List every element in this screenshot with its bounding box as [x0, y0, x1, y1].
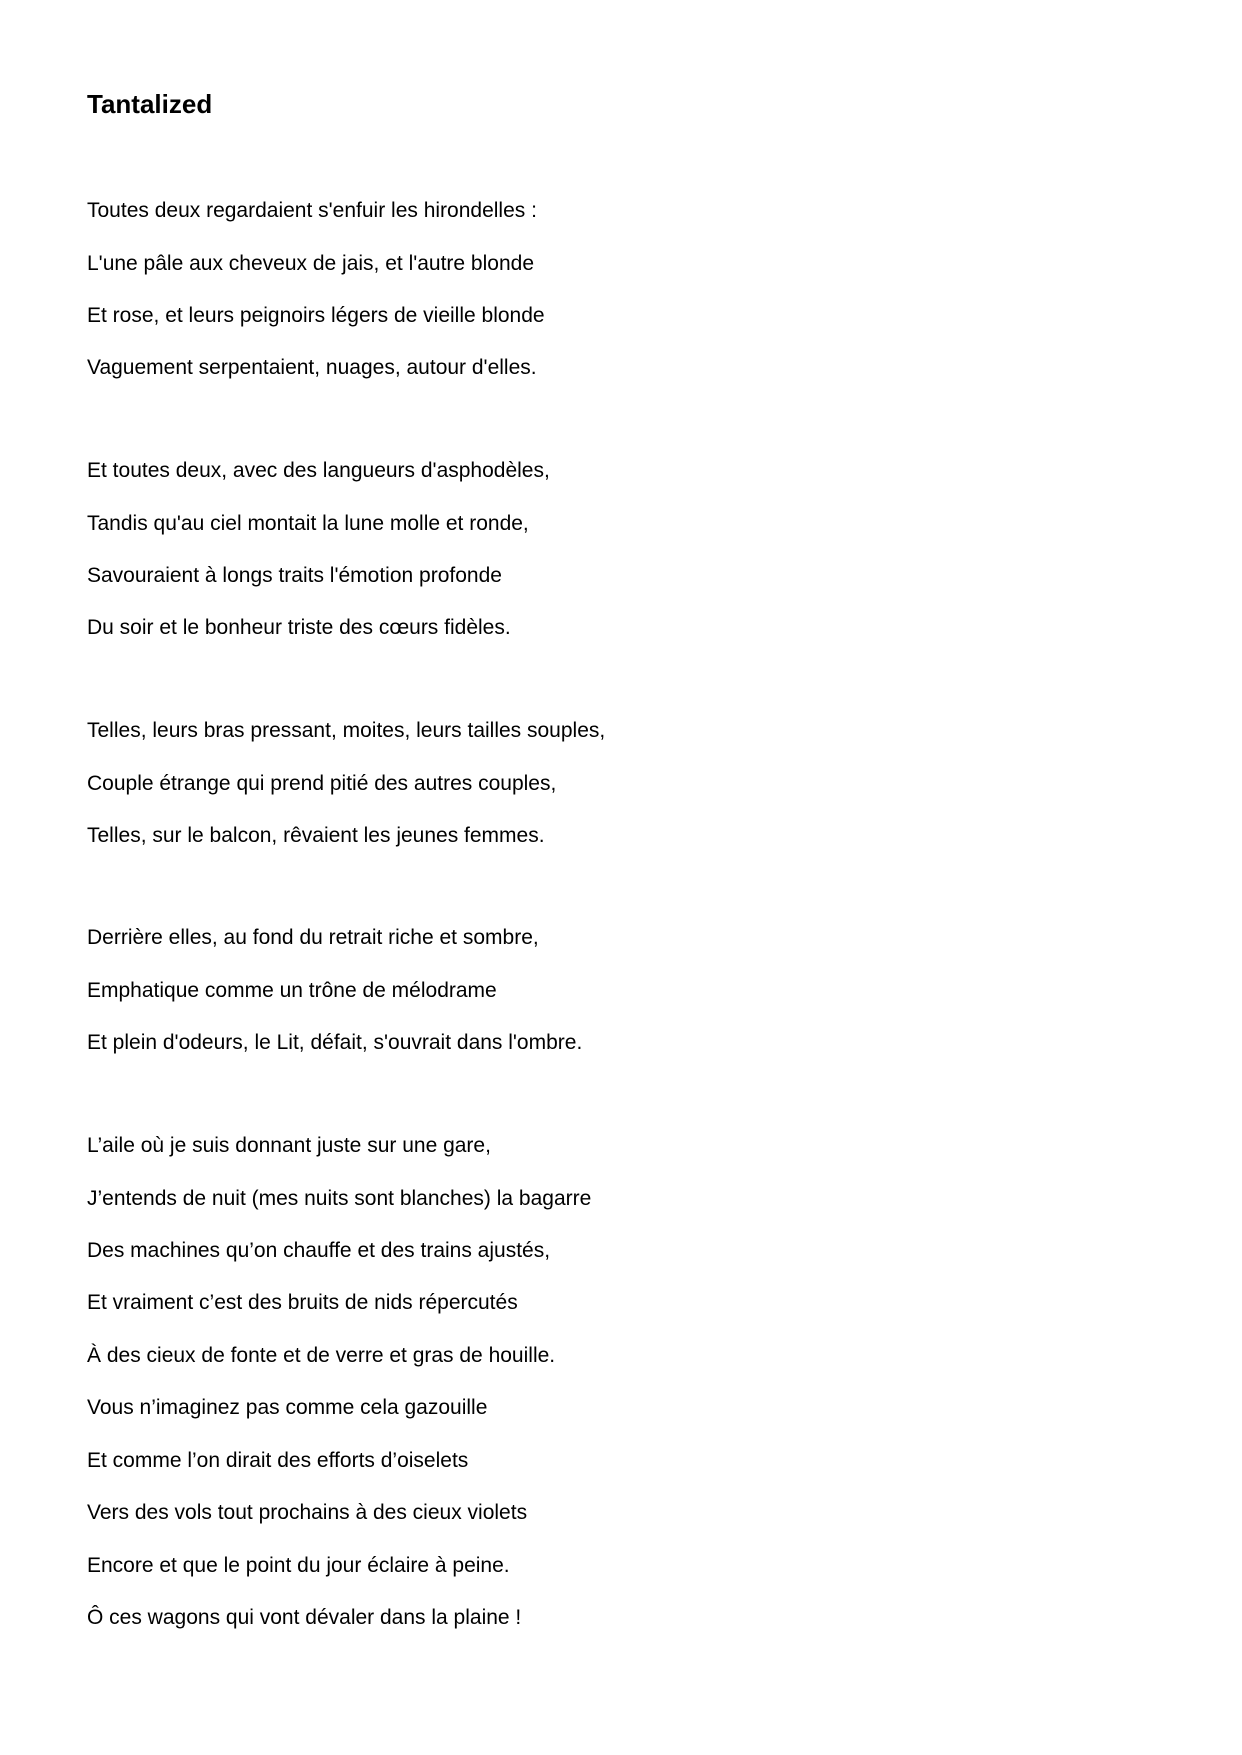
poem-line: Et vraiment c’est des bruits de nids répercutés	[87, 1291, 518, 1314]
poem-line: L’aile où je suis donnant juste sur une gare,	[87, 1134, 491, 1157]
poem-title: Tantalized	[87, 89, 213, 119]
poem-line: Ô ces wagons qui vont dévaler dans la plaine !	[87, 1606, 522, 1629]
poem-line: Et comme l’on dirait des efforts d’oiselets	[87, 1449, 469, 1472]
poem-line: Emphatique comme un trône de mélodrame	[87, 979, 497, 1002]
poem-line: Telles, leurs bras pressant, moites, leurs tailles souples,	[87, 719, 606, 742]
poem-line: À des cieux de fonte et de verre et gras de houille.	[87, 1344, 556, 1367]
poem-line: Vers des vols tout prochains à des cieux violets	[87, 1501, 528, 1524]
poem-line: Vous n’imaginez pas comme cela gazouille	[87, 1396, 488, 1419]
poem-line: Du soir et le bonheur triste des cœurs fidèles.	[87, 616, 511, 639]
poem-line: Toutes deux regardaient s'enfuir les hirondelles :	[87, 199, 537, 222]
poem-line: Encore et que le point du jour éclaire à peine.	[87, 1554, 510, 1577]
poem-line: Derrière elles, au fond du retrait riche et sombre,	[87, 926, 539, 949]
poem-line: Tandis qu'au ciel montait la lune molle et ronde,	[87, 512, 529, 535]
poem-line: Savouraient à longs traits l'émotion profonde	[87, 564, 502, 587]
poem-line: Des machines qu’on chauffe et des trains ajustés,	[87, 1239, 551, 1262]
poem-line: Et toutes deux, avec des langueurs d'asphodèles,	[87, 459, 550, 482]
poem-line: L'une pâle aux cheveux de jais, et l'autre blonde	[87, 252, 534, 275]
poem-line: Et rose, et leurs peignoirs légers de vieille blonde	[87, 304, 545, 327]
poem-line: Couple étrange qui prend pitié des autres couples,	[87, 772, 557, 795]
poem-line: J’entends de nuit (mes nuits sont blanches) la bagarre	[87, 1187, 592, 1210]
poem-line: Et plein d'odeurs, le Lit, défait, s'ouvrait dans l'ombre.	[87, 1031, 583, 1054]
poem-line: Vaguement serpentaient, nuages, autour d'elles.	[87, 356, 537, 379]
poem-line: Telles, sur le balcon, rêvaient les jeunes femmes.	[87, 824, 545, 847]
